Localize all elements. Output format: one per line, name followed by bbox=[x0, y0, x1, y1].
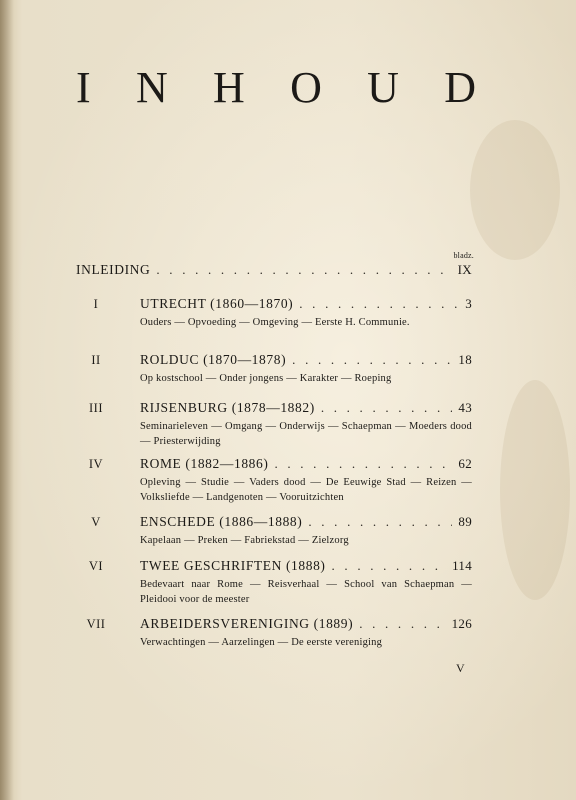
leader-dots bbox=[156, 262, 451, 278]
title-letter: D bbox=[444, 63, 476, 112]
chapter-subtitle: Ouders — Opvoeding — Omgeving — Eerste H. Communie. bbox=[140, 317, 410, 328]
paper-stain bbox=[470, 120, 560, 260]
chapter-number: V bbox=[91, 515, 101, 529]
intro-page-number: IX bbox=[457, 262, 472, 277]
chapter-title: ENSCHEDE (1886—1888) bbox=[140, 514, 303, 529]
chapter-page-number: 114 bbox=[452, 558, 472, 573]
toc-entry-chapter-7 bbox=[76, 616, 472, 650]
chapter-title: RIJSENBURG (1878—1882) bbox=[140, 400, 315, 415]
toc-entry-chapter-1 bbox=[76, 296, 472, 330]
title-letter: H bbox=[213, 63, 245, 112]
page-folio: V bbox=[456, 661, 466, 675]
chapter-page-number: 43 bbox=[458, 400, 472, 415]
leader-dots bbox=[359, 616, 445, 632]
leader-dots bbox=[332, 558, 447, 574]
title-letter: I bbox=[76, 63, 91, 112]
chapter-subtitle: Op kostschool — Onder jongens — Karakter — Roeping bbox=[140, 373, 392, 384]
chapter-subtitle: Opleving — Studie — Vaders dood — De Eeuwige Stad — Reizen — Volksliefde — Landgenoten — Vooruitzichten bbox=[140, 477, 472, 503]
toc-entry-chapter-2 bbox=[76, 352, 472, 386]
chapter-subtitle: Seminarieleven — Omgang — Onderwijs — Schaepman — Moeders dood — Priesterwijding bbox=[140, 421, 472, 447]
intro-label: INLEIDING bbox=[76, 262, 151, 277]
toc-entry-intro bbox=[76, 262, 472, 278]
toc-entry-chapter-3 bbox=[76, 400, 472, 449]
toc-entry-chapter-5 bbox=[76, 514, 472, 548]
chapter-page-number: 18 bbox=[458, 352, 472, 367]
chapter-title: ROME (1882—1886) bbox=[140, 456, 269, 471]
chapter-page-number: 89 bbox=[458, 514, 472, 529]
leader-dots bbox=[292, 352, 452, 368]
chapter-page-number: 126 bbox=[451, 616, 472, 631]
chapter-subtitle: Verwachtingen — Aarzelingen — De eerste vereniging bbox=[140, 637, 383, 648]
title-letter: O bbox=[290, 63, 322, 112]
page-title bbox=[76, 62, 476, 113]
spine-shadow bbox=[0, 0, 14, 800]
toc-entry-chapter-6 bbox=[76, 558, 472, 607]
chapter-title: ROLDUC (1870—1878) bbox=[140, 352, 287, 367]
leader-dots bbox=[308, 514, 452, 530]
chapter-number: VI bbox=[88, 559, 104, 573]
chapter-number: III bbox=[89, 401, 103, 415]
title-letter: U bbox=[367, 63, 399, 112]
chapter-number: I bbox=[93, 297, 99, 311]
toc-entry-chapter-4 bbox=[76, 456, 472, 505]
chapter-subtitle: Kapelaan — Preken — Fabriekstad — Zielzorg bbox=[140, 535, 349, 546]
chapter-title: UTRECHT (1860—1870) bbox=[140, 296, 294, 311]
chapter-number: II bbox=[91, 353, 101, 367]
title-letter: N bbox=[135, 63, 168, 112]
chapter-title: ARBEIDERSVERENIGING (1889) bbox=[140, 616, 354, 631]
chapter-page-number: 3 bbox=[465, 296, 472, 311]
chapter-number: VII bbox=[86, 617, 106, 631]
chapter-number: IV bbox=[88, 457, 104, 471]
page-column-header: bladz. bbox=[453, 251, 474, 260]
leader-dots bbox=[321, 400, 453, 416]
chapter-subtitle: Bedevaart naar Rome — Reisverhaal — School van Schaepman — Pleidooi voor de meester bbox=[140, 579, 472, 605]
chapter-page-number: 62 bbox=[458, 456, 472, 471]
leader-dots bbox=[299, 296, 459, 312]
chapter-title: TWEE GESCHRIFTEN (1888) bbox=[140, 558, 326, 573]
paper-stain bbox=[500, 380, 570, 600]
leader-dots bbox=[274, 456, 452, 472]
